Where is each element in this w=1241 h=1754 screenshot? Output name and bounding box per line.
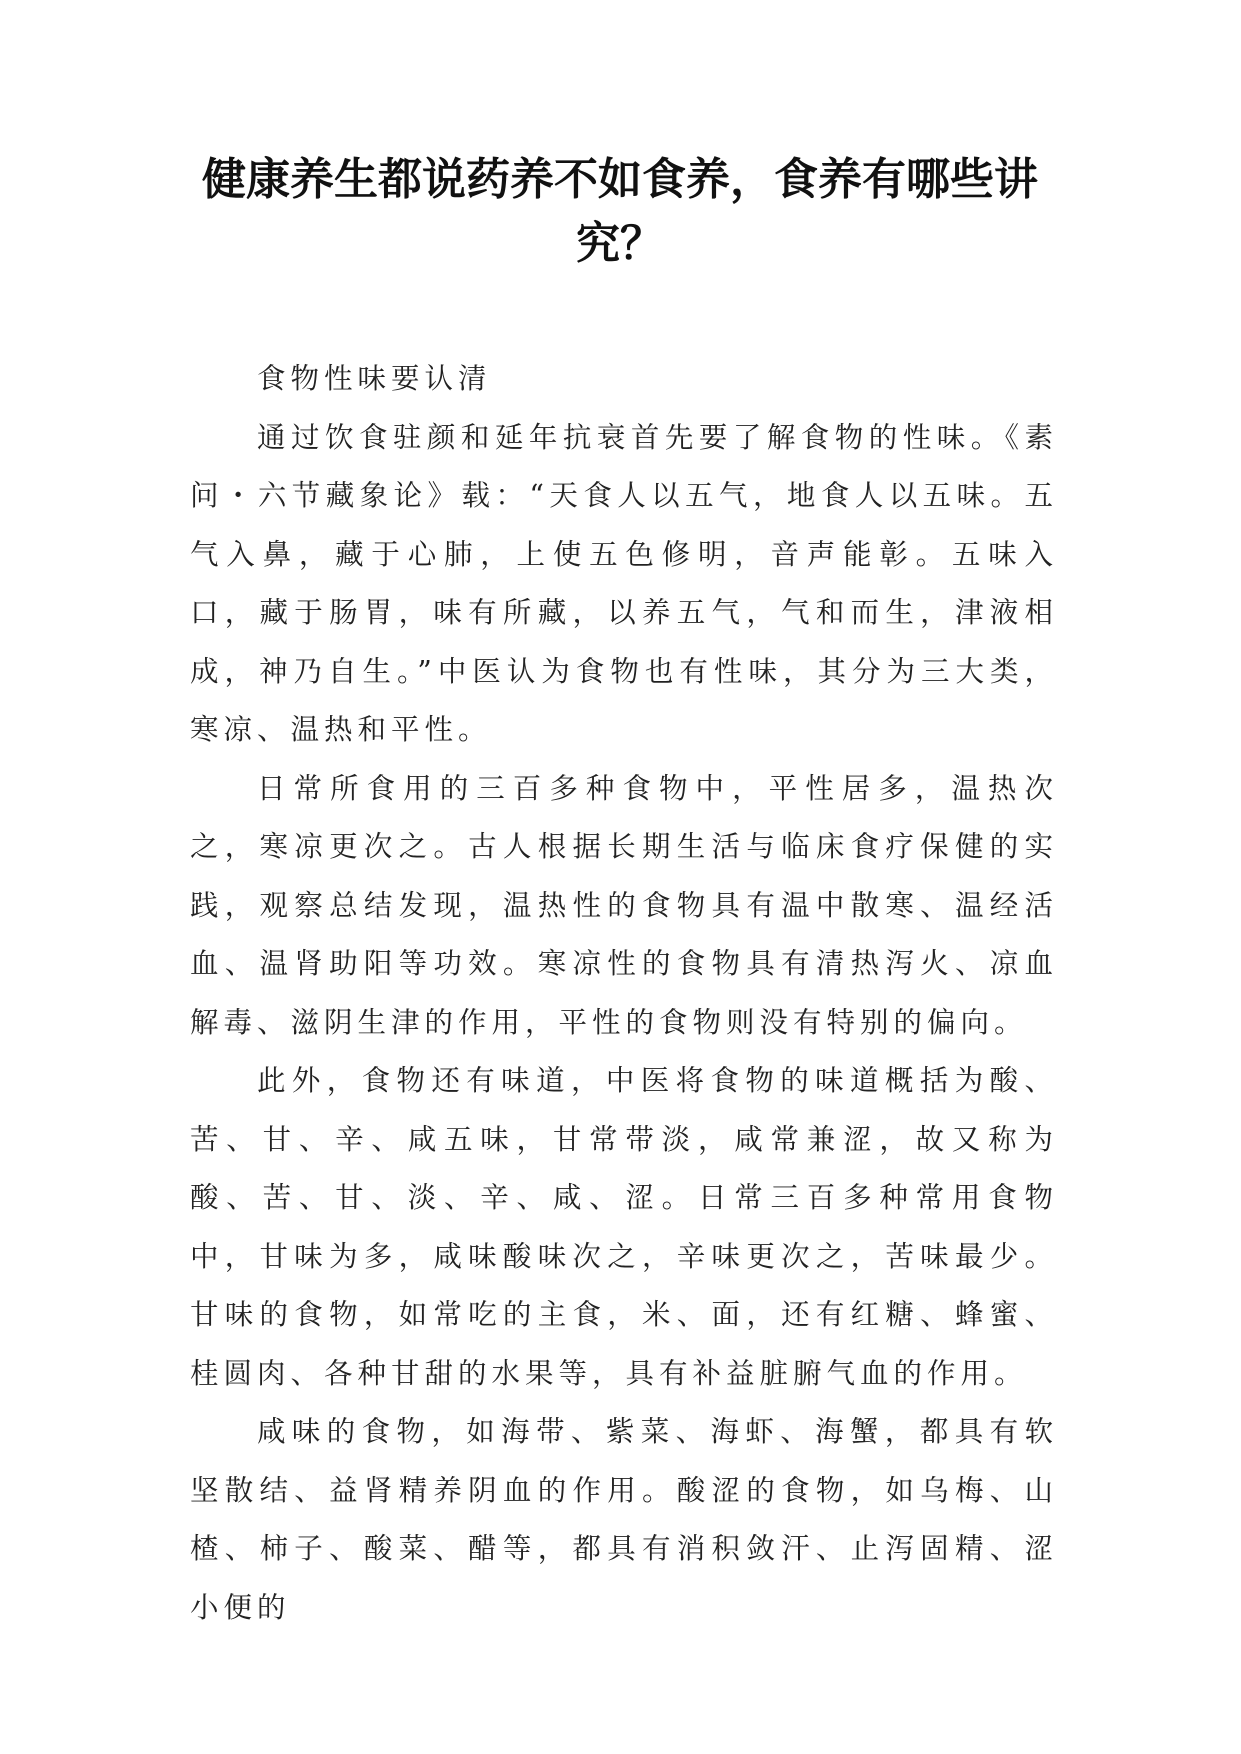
document-body — [190, 350, 1058, 1637]
paragraph: 日常所食用的三百多种食物中，平性居多，温热次之，寒凉更次之。古人根据长期生活与临床食疗保健的实践，观察总结发现，温热性的食物具有温中散寒、温经活血、温肾助阳等功效。寒凉性的食物具有清热泻火、凉血解毒、滋阴生津的作用，平性的食物则没有特别的偏向。 — [190, 771, 1058, 1039]
document-title: 健康养生都说药养不如食养，食养有哪些讲究？ — [202, 154, 1038, 269]
paragraph-section-heading: 食物性味要认清 — [256, 362, 492, 395]
paragraph: 咸味的食物，如海带、紫菜、海虾、海蟹，都具有软坚散结、益肾精养阴血的作用。酸涩的食物，如乌梅、山楂、柿子、酸菜、醋等，都具有消积敛汗、止泻固精、涩小便的 — [190, 1415, 1058, 1624]
paragraph: 此外，食物还有味道，中医将食物的味道概括为酸、苦、甘、辛、咸五味，甘常带淡，咸常兼涩，故又称为酸、苦、甘、淡、辛、咸、涩。日常三百多种常用食物中，甘味为多，咸味酸味次之，辛味更次之，苦味最少。甘味的食物，如常吃的主食，米、面，还有红糖、蜂蜜、桂圆肉、各种甘甜的水果等，具有补益脏腑气血的作用。 — [190, 1064, 1058, 1390]
paragraph: 通过饮食驻颜和延年抗衰首先要了解食物的性味。《素问・六节藏象论》载：“天食人以五气，地食人以五味。五气入鼻，藏于心肺，上使五色修明，音声能彰。五味入口，藏于肠胃，味有所藏，以养五气，气和而生，津液相成，神乃自生。”中医认为食物也有性味，其分为三大类，寒凉、温热和平性。 — [190, 420, 1058, 746]
